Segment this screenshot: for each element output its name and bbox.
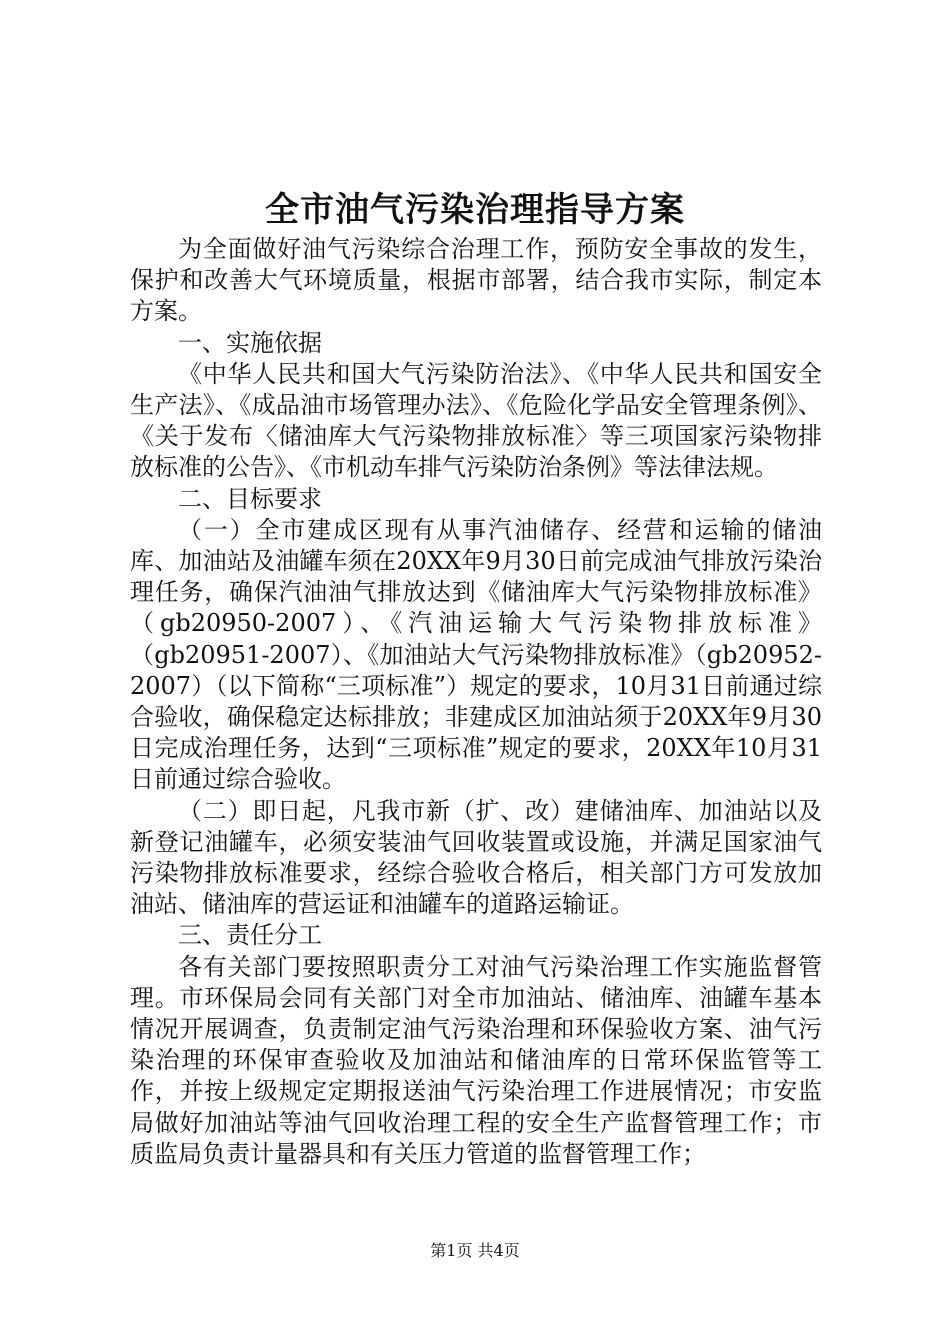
paragraph-responsibilities: 各有关部门要按照职责分工对油气污染治理工作实施监督管理。市环保局会同有关部门对全市加油站、储油库、油罐车基本情况开展调查，负责制定油气污染治理和环保验收方案、油气污染治理的环保审查验收及加油站和储油库的日常环保监管等工作，并按上级规定定期报送油气污染治理工作进展情况；市安监局做好加油站等油气回收治理工程的安全生产监督管理工作；市质监局负责计量器具和有关压力管道的监督管理工作； (130, 952, 822, 1168)
document-title: 全市油气污染治理指导方案 (265, 190, 685, 230)
section-heading-responsibilities: 三、责任分工 (178, 921, 322, 950)
page-number-footer: 第1页 共4页 (430, 1241, 520, 1260)
paragraph-laws: 《中华人民共和国大气污染防治法》、《中华人民共和国安全生产法》、《成品油市场管理办法》、《危险化学品安全管理条例》、《关于发布〈储油库大气污染物排放标准〉等三项国家污染物排放标准的公告》、《市机动车排气污染防治条例》等法律法规。 (130, 359, 822, 482)
paragraph-goal-two: （二）即日起，凡我市新（扩、改）建储油库、加油站以及新登记油罐车，必须安装油气回收装置或设施，并满足国家油气污染物排放标准要求，经综合验收合格后，相关部门方可发放加油站、储油库的营运证和油罐车的道路运输证。 (130, 796, 822, 919)
document-body (130, 234, 822, 1170)
paragraph-goal-one: （一）全市建成区现有从事汽油储存、经营和运输的储油库、加油站及油罐车须在20XX年9月30日前完成油气排放污染治理任务，确保汽油油气排放达到《储油库大气污染物排放标准》（gb20950-2007）、《汽油运输大气污染物排放标准》（gb20951-2007）、《加油站大气污染物排放标准》（gb20952-2007）（以下简称“三项标准”）规定的要求，10月31日前通过综合验收，确保稳定达标排放；非建成区加油站须于20XX年9月30日完成治理任务，达到“三项标准”规定的要求，20XX年10月31日前通过综合验收。 (130, 515, 822, 794)
paragraph-intro: 为全面做好油气污染综合治理工作，预防安全事故的发生，保护和改善大气环境质量，根据市部署，结合我市实际，制定本方案。 (130, 235, 822, 326)
section-heading-goals: 二、目标要求 (178, 484, 322, 513)
section-heading-basis: 一、实施依据 (178, 328, 322, 357)
